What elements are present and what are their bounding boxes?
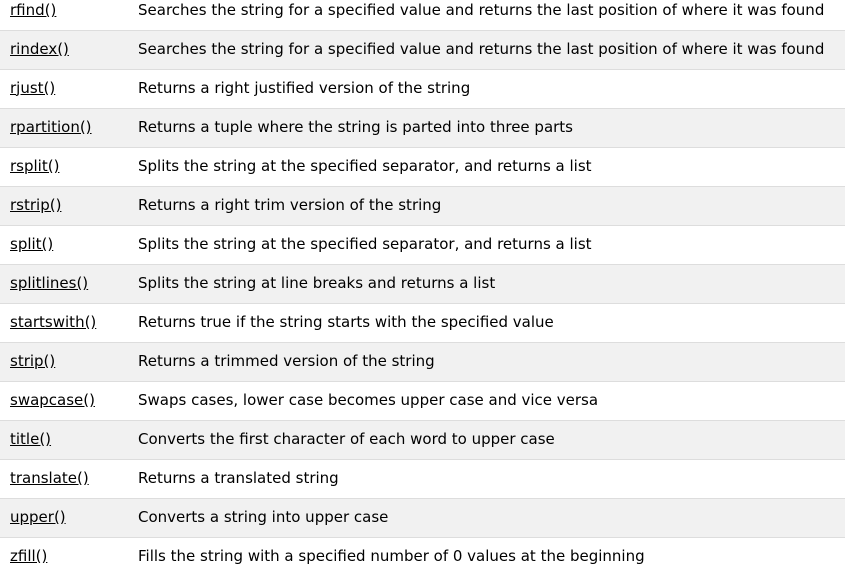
method-link-startswith[interactable]: startswith() xyxy=(10,312,97,331)
description-cell: Swaps cases, lower case becomes upper case and vice versa xyxy=(138,390,599,409)
table-row xyxy=(0,459,845,498)
description-cell: Searches the string for a specified value and returns the last position of where it was found xyxy=(138,39,825,58)
table-row xyxy=(0,420,845,459)
description-cell: Returns a tuple where the string is parted into three parts xyxy=(138,117,573,136)
table-row xyxy=(0,342,845,381)
table-row xyxy=(0,498,845,537)
description-cell: Searches the string for a specified value and returns the last position of where it was found xyxy=(138,1,825,19)
method-link-title[interactable]: title() xyxy=(10,429,52,448)
table-row xyxy=(0,186,845,225)
method-link-strip[interactable]: strip() xyxy=(10,351,56,370)
method-link-swapcase[interactable]: swapcase() xyxy=(10,390,95,409)
method-cell xyxy=(0,186,138,225)
table-row xyxy=(0,147,845,186)
method-cell xyxy=(0,537,138,570)
method-cell xyxy=(0,303,138,342)
method-link-rpartition[interactable]: rpartition() xyxy=(10,117,92,136)
table-row xyxy=(0,108,845,147)
description-cell: Returns a trimmed version of the string xyxy=(138,351,435,370)
method-cell xyxy=(0,381,138,420)
method-cell xyxy=(0,420,138,459)
description-cell: Splits the string at the specified separator, and returns a list xyxy=(138,234,592,253)
method-cell xyxy=(0,69,138,108)
description-cell: Converts a string into upper case xyxy=(138,507,389,526)
method-cell xyxy=(0,147,138,186)
method-cell xyxy=(0,225,138,264)
description-cell: Returns a translated string xyxy=(138,468,339,487)
description-cell: Splits the string at line breaks and returns a list xyxy=(138,273,496,292)
description-cell: Returns a right justified version of the string xyxy=(138,78,471,97)
method-link-upper[interactable]: upper() xyxy=(10,507,66,526)
table-row xyxy=(0,381,845,420)
method-cell xyxy=(0,342,138,381)
method-link-rjust[interactable]: rjust() xyxy=(10,78,56,97)
table-row xyxy=(0,225,845,264)
table-row xyxy=(0,69,845,108)
description-cell: Returns a right trim version of the string xyxy=(138,195,442,214)
method-link-zfill[interactable]: zfill() xyxy=(10,546,48,565)
description-cell: Splits the string at the specified separator, and returns a list xyxy=(138,156,592,175)
method-link-split[interactable]: split() xyxy=(10,234,54,253)
method-cell xyxy=(0,108,138,147)
method-link-rindex[interactable]: rindex() xyxy=(10,39,69,58)
method-cell xyxy=(0,0,138,30)
method-cell xyxy=(0,498,138,537)
method-cell xyxy=(0,264,138,303)
description-cell: Returns true if the string starts with the specified value xyxy=(138,312,554,331)
table-row xyxy=(0,537,845,570)
method-cell xyxy=(0,30,138,69)
table-row xyxy=(0,264,845,303)
description-cell: Fills the string with a specified number of 0 values at the beginning xyxy=(138,546,645,565)
method-cell xyxy=(0,459,138,498)
method-link-splitlines[interactable]: splitlines() xyxy=(10,273,89,292)
description-cell: Converts the first character of each word to upper case xyxy=(138,429,555,448)
table-row xyxy=(0,303,845,342)
table-row xyxy=(0,0,845,30)
method-link-rsplit[interactable]: rsplit() xyxy=(10,156,60,175)
method-link-translate[interactable]: translate() xyxy=(10,468,89,487)
table-row xyxy=(0,30,845,69)
method-link-rfind[interactable]: rfind() xyxy=(10,1,57,19)
method-link-rstrip[interactable]: rstrip() xyxy=(10,195,62,214)
